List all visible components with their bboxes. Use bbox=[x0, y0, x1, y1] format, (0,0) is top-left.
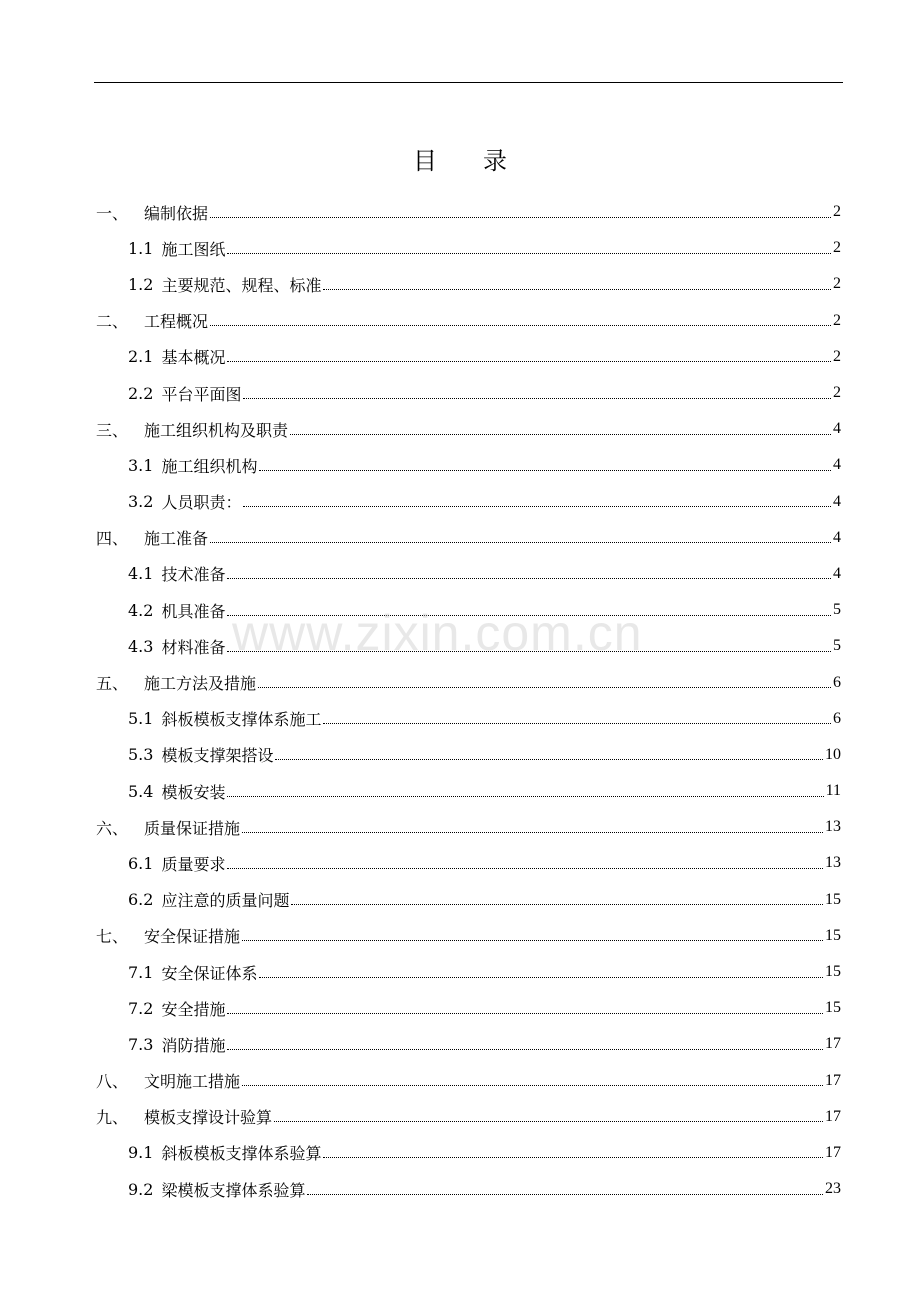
toc-entry-title: 应注意的质量问题 bbox=[161, 891, 290, 911]
toc-leader-dots bbox=[227, 361, 831, 362]
toc-entry-page: 2 bbox=[833, 275, 841, 293]
toc-entry-title: 施工图纸 bbox=[161, 239, 226, 259]
toc-entry-page: 13 bbox=[825, 818, 841, 836]
toc-entry-number: 三、 bbox=[96, 420, 129, 440]
toc-entry-number: 六、 bbox=[96, 818, 129, 838]
table-of-contents bbox=[96, 194, 841, 1207]
toc-entry-4[interactable] bbox=[96, 303, 841, 339]
toc-entry-page: 4 bbox=[833, 420, 841, 438]
toc-leader-dots bbox=[242, 832, 823, 833]
toc-entry-number: 7.2 bbox=[128, 998, 154, 1018]
toc-entry-number: 5.3 bbox=[128, 745, 154, 765]
toc-entry-18[interactable] bbox=[96, 809, 841, 845]
toc-entry-number: 3.1 bbox=[128, 455, 154, 475]
toc-leader-dots bbox=[242, 1085, 823, 1086]
toc-entry-title: 机具准备 bbox=[161, 601, 226, 621]
toc-leader-dots bbox=[307, 1194, 823, 1195]
toc-entry-page: 4 bbox=[833, 456, 841, 474]
toc-entry-title: 梁模板支撑体系验算 bbox=[161, 1180, 306, 1200]
toc-entry-28[interactable] bbox=[96, 1171, 841, 1207]
toc-entry-page: 17 bbox=[825, 1107, 841, 1125]
toc-leader-dots bbox=[210, 325, 831, 326]
toc-entry-title: 编制依据 bbox=[144, 203, 209, 223]
toc-entry-27[interactable] bbox=[96, 1135, 841, 1171]
toc-entry-title: 斜板模板支撑体系验算 bbox=[161, 1144, 322, 1164]
toc-entry-23[interactable] bbox=[96, 990, 841, 1026]
toc-entry-number: 7.1 bbox=[128, 962, 154, 982]
toc-leader-dots bbox=[227, 651, 831, 652]
toc-entry-11[interactable] bbox=[96, 556, 841, 592]
toc-entry-number: 八、 bbox=[96, 1072, 129, 1092]
toc-entry-number: 1.2 bbox=[128, 274, 154, 294]
toc-entry-17[interactable] bbox=[96, 773, 841, 809]
toc-entry-page: 15 bbox=[825, 890, 841, 908]
toc-entry-number: 九、 bbox=[96, 1108, 129, 1128]
header-rule bbox=[94, 82, 843, 83]
toc-entry-19[interactable] bbox=[96, 845, 841, 881]
toc-leader-dots bbox=[291, 904, 823, 905]
toc-entry-8[interactable] bbox=[96, 447, 841, 483]
toc-entry-page: 17 bbox=[825, 1071, 841, 1089]
toc-entry-title: 工程概况 bbox=[144, 312, 209, 332]
toc-entry-number: 9.1 bbox=[128, 1143, 154, 1163]
toc-entry-title: 材料准备 bbox=[161, 637, 226, 657]
toc-leader-dots bbox=[259, 977, 823, 978]
toc-entry-26[interactable] bbox=[96, 1099, 841, 1135]
toc-entry-25[interactable] bbox=[96, 1063, 841, 1099]
toc-entry-page: 15 bbox=[825, 926, 841, 944]
toc-leader-dots bbox=[210, 542, 831, 543]
toc-entry-number: 七、 bbox=[96, 927, 129, 947]
toc-entry-page: 2 bbox=[833, 384, 841, 402]
toc-entry-title: 平台平面图 bbox=[161, 384, 242, 404]
toc-entry-number: 7.3 bbox=[128, 1034, 154, 1054]
toc-entry-number: 6.1 bbox=[128, 853, 154, 873]
toc-entry-number: 一、 bbox=[96, 203, 129, 223]
toc-leader-dots bbox=[227, 615, 831, 616]
toc-entry-page: 15 bbox=[825, 999, 841, 1017]
toc-entry-title: 技术准备 bbox=[161, 565, 226, 585]
toc-leader-dots bbox=[323, 723, 831, 724]
toc-entry-number: 2.1 bbox=[128, 347, 154, 367]
toc-entry-page: 17 bbox=[825, 1143, 841, 1161]
toc-leader-dots bbox=[323, 1157, 823, 1158]
toc-leader-dots bbox=[274, 1121, 823, 1122]
toc-entry-number: 四、 bbox=[96, 529, 129, 549]
toc-entry-title: 文明施工措施 bbox=[144, 1072, 241, 1092]
toc-entry-title: 质量要求 bbox=[161, 854, 226, 874]
toc-entry-13[interactable] bbox=[96, 628, 841, 664]
toc-leader-dots bbox=[243, 506, 831, 507]
toc-entry-number: 4.3 bbox=[128, 636, 154, 656]
toc-entry-10[interactable] bbox=[96, 520, 841, 556]
toc-entry-number: 4.1 bbox=[128, 564, 154, 584]
toc-entry-page: 2 bbox=[833, 347, 841, 365]
toc-entry-page: 10 bbox=[825, 745, 841, 763]
toc-entry-number: 2.2 bbox=[128, 383, 154, 403]
toc-entry-title: 质量保证措施 bbox=[144, 818, 241, 838]
toc-entry-page: 2 bbox=[833, 239, 841, 257]
toc-entry-number: 二、 bbox=[96, 312, 129, 332]
toc-entry-title: 基本概况 bbox=[161, 348, 226, 368]
toc-entry-number: 6.2 bbox=[128, 890, 154, 910]
toc-leader-dots bbox=[227, 1049, 823, 1050]
toc-entry-21[interactable] bbox=[96, 918, 841, 954]
toc-entry-page: 5 bbox=[833, 637, 841, 655]
toc-entry-number: 1.1 bbox=[128, 238, 154, 258]
toc-entry-title: 消防措施 bbox=[161, 1035, 226, 1055]
toc-entry-title: 主要规范、规程、标准 bbox=[161, 275, 322, 295]
toc-entry-page: 2 bbox=[833, 203, 841, 221]
toc-entry-page: 6 bbox=[833, 673, 841, 691]
toc-entry-1[interactable] bbox=[96, 194, 841, 230]
toc-entry-title: 施工方法及措施 bbox=[144, 674, 257, 694]
toc-entry-title: 安全保证体系 bbox=[161, 963, 258, 983]
toc-entry-page: 23 bbox=[825, 1180, 841, 1198]
toc-entry-title: 模板支撑架搭设 bbox=[161, 746, 274, 766]
toc-leader-dots bbox=[242, 940, 823, 941]
toc-entry-page: 5 bbox=[833, 601, 841, 619]
toc-entry-page: 11 bbox=[825, 782, 841, 800]
toc-entry-page: 4 bbox=[833, 528, 841, 546]
toc-entry-title: 施工组织机构 bbox=[161, 456, 258, 476]
toc-leader-dots bbox=[290, 434, 831, 435]
toc-entry-number: 5.4 bbox=[128, 781, 154, 801]
toc-entry-7[interactable] bbox=[96, 411, 841, 447]
toc-leader-dots bbox=[227, 868, 823, 869]
toc-entry-number: 3.2 bbox=[128, 492, 154, 512]
toc-entry-9[interactable] bbox=[96, 484, 841, 520]
toc-entry-title: 安全措施 bbox=[161, 999, 226, 1019]
page-title: 目录 bbox=[413, 147, 553, 175]
toc-leader-dots bbox=[275, 759, 823, 760]
toc-entry-title: 人员职责： bbox=[161, 493, 242, 513]
toc-entry-title: 斜板模板支撑体系施工 bbox=[161, 710, 322, 730]
toc-entry-title: 安全保证措施 bbox=[144, 927, 241, 947]
toc-entry-14[interactable] bbox=[96, 664, 841, 700]
toc-entry-page: 2 bbox=[833, 311, 841, 329]
toc-entry-6[interactable] bbox=[96, 375, 841, 411]
toc-entry-15[interactable] bbox=[96, 701, 841, 737]
toc-leader-dots bbox=[210, 217, 831, 218]
toc-entry-title: 模板支撑设计验算 bbox=[144, 1108, 273, 1128]
toc-entry-12[interactable] bbox=[96, 592, 841, 628]
toc-leader-dots bbox=[227, 796, 823, 797]
toc-entry-number: 9.2 bbox=[128, 1179, 154, 1199]
toc-entry-22[interactable] bbox=[96, 954, 841, 990]
toc-leader-dots bbox=[323, 289, 831, 290]
toc-entry-20[interactable] bbox=[96, 882, 841, 918]
toc-leader-dots bbox=[227, 1013, 823, 1014]
toc-entry-title: 施工准备 bbox=[144, 529, 209, 549]
toc-leader-dots bbox=[258, 687, 831, 688]
toc-entry-5[interactable] bbox=[96, 339, 841, 375]
watermark: www.zixin.com.cn bbox=[232, 605, 643, 661]
toc-entry-number: 4.2 bbox=[128, 600, 154, 620]
toc-entry-page: 13 bbox=[825, 854, 841, 872]
toc-entry-number: 5.1 bbox=[128, 709, 154, 729]
toc-entry-page: 15 bbox=[825, 963, 841, 981]
toc-entry-title: 模板安装 bbox=[161, 782, 226, 802]
toc-entry-title: 施工组织机构及职责 bbox=[144, 420, 289, 440]
toc-entry-page: 4 bbox=[833, 492, 841, 510]
toc-leader-dots bbox=[259, 470, 831, 471]
toc-entry-page: 6 bbox=[833, 709, 841, 727]
toc-entry-2[interactable] bbox=[96, 230, 841, 266]
toc-entry-16[interactable] bbox=[96, 737, 841, 773]
toc-entry-number: 五、 bbox=[96, 674, 129, 694]
toc-leader-dots bbox=[227, 253, 831, 254]
toc-entry-24[interactable] bbox=[96, 1026, 841, 1062]
toc-entry-page: 17 bbox=[825, 1035, 841, 1053]
toc-leader-dots bbox=[243, 398, 831, 399]
toc-leader-dots bbox=[227, 578, 831, 579]
toc-entry-3[interactable] bbox=[96, 266, 841, 302]
toc-entry-page: 4 bbox=[833, 564, 841, 582]
